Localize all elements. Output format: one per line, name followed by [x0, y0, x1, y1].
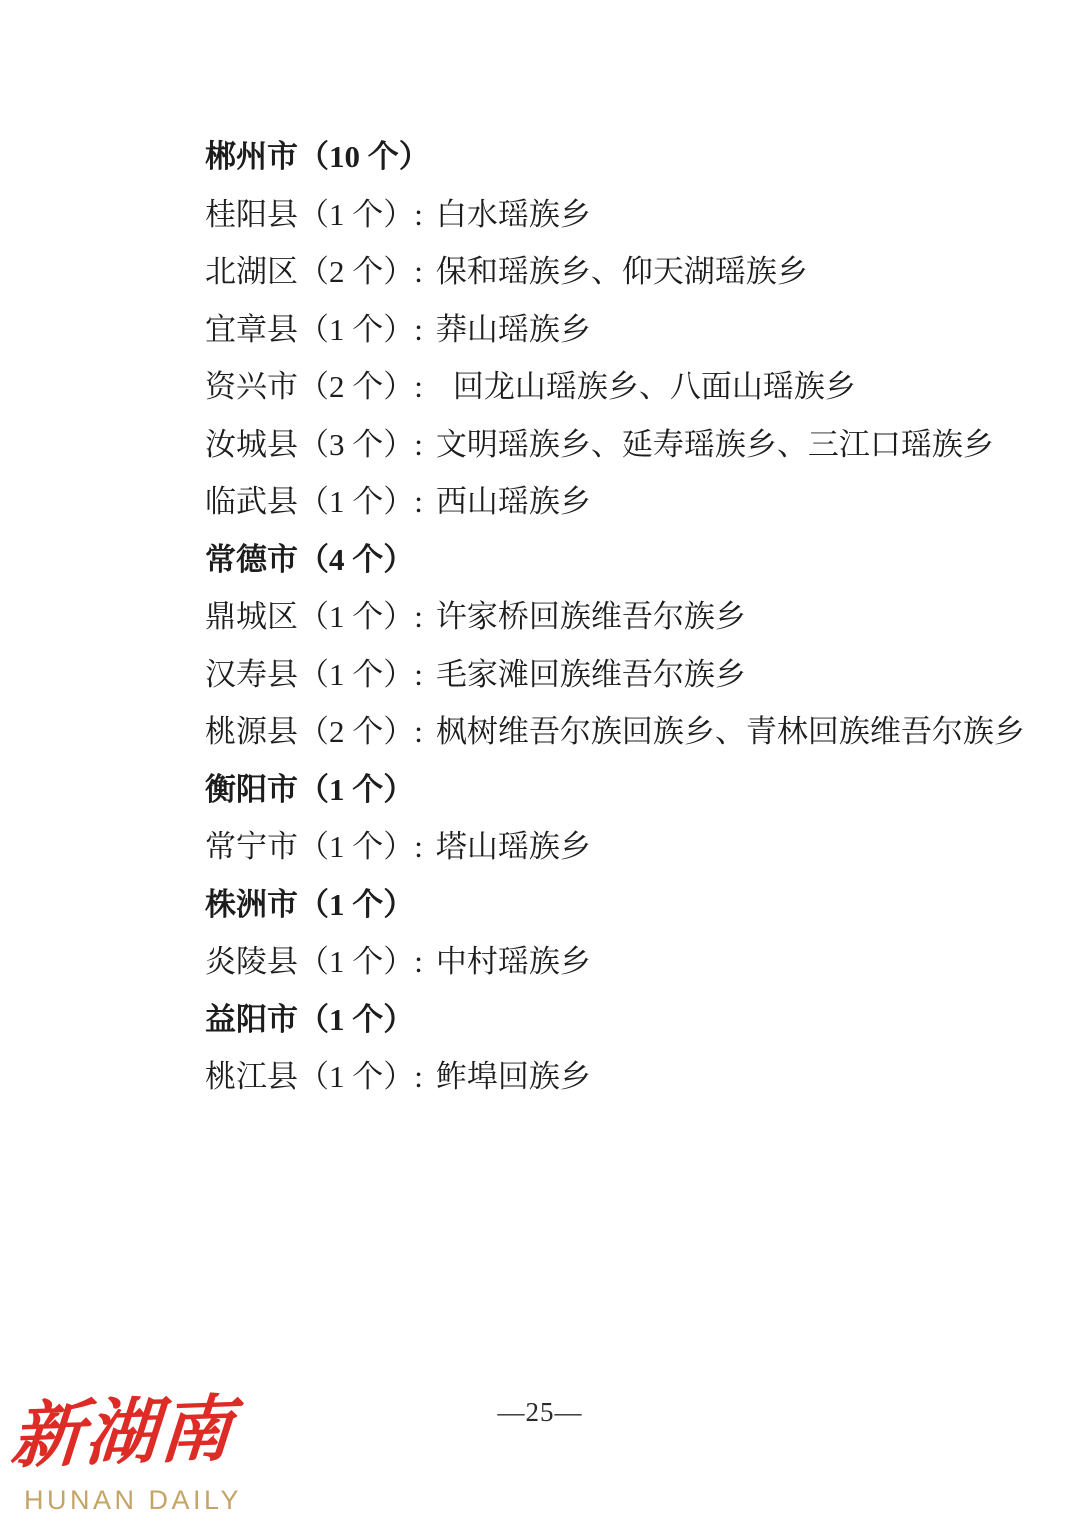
- county-label: 常宁市（1 个）:: [205, 829, 423, 864]
- hunan-daily-logo: [8, 1385, 328, 1516]
- township-list: 鲊埠回族乡: [435, 1059, 591, 1094]
- township-list: 枫树维吾尔族回族乡、青林回族维吾尔族乡: [435, 714, 1025, 749]
- county-entry: [205, 818, 1020, 876]
- township-list: 白水瑶族乡: [435, 196, 591, 232]
- township-list: 塔山瑶族乡: [435, 829, 591, 864]
- township-list: 毛家滩回族维吾尔族乡: [435, 656, 746, 692]
- county-label: 资兴市（2 个）:: [205, 369, 423, 404]
- township-list: 回龙山瑶族乡、八面山瑶族乡: [452, 369, 856, 404]
- township-list: 文明瑶族乡、延寿瑶族乡、三江口瑶族乡: [435, 426, 994, 462]
- city-heading: 常德市（4 个）: [205, 541, 415, 577]
- county-label: 桃江县（1 个）:: [205, 1059, 423, 1094]
- county-label: 桂阳县（1 个）:: [205, 196, 423, 232]
- hunan-daily-logo-english: HUNAN DAILY: [24, 1485, 243, 1515]
- county-label: 桃源县（2 个）:: [205, 714, 423, 749]
- township-list: 保和瑶族乡、仰天湖瑶族乡: [435, 254, 808, 289]
- county-label: 炎陵县（1 个）:: [205, 944, 423, 979]
- county-entry: [205, 646, 1020, 704]
- county-label: 宜章县（1 个）:: [205, 311, 423, 347]
- county-entry: [205, 473, 1020, 531]
- township-list: 莽山瑶族乡: [435, 311, 591, 347]
- county-label: 鼎城区（1 个）:: [205, 599, 423, 634]
- county-label: 汝城县（3 个）:: [205, 426, 423, 462]
- county-entry: [205, 703, 1025, 761]
- township-list: 中村瑶族乡: [435, 944, 591, 979]
- county-entry: [205, 1048, 1020, 1106]
- township-list: 许家桥回族维吾尔族乡: [435, 599, 746, 634]
- city-heading: 株洲市（1 个）: [205, 886, 415, 922]
- document-content: [205, 128, 1025, 1106]
- county-entry: [205, 243, 1020, 301]
- page-number: —25—: [497, 1397, 583, 1427]
- county-label: 北湖区（2 个）:: [205, 254, 423, 289]
- county-entry: [205, 301, 1020, 359]
- county-entry: [205, 186, 1020, 244]
- county-label: 临武县（1 个）:: [205, 484, 423, 519]
- county-label: 汉寿县（1 个）:: [205, 656, 423, 692]
- county-entry: [205, 588, 1020, 646]
- county-entry: [205, 416, 1020, 474]
- township-list: 西山瑶族乡: [435, 484, 591, 519]
- city-heading: 益阳市（1 个）: [205, 1001, 415, 1037]
- city-heading: 衡阳市（1 个）: [205, 771, 415, 807]
- hunan-daily-logo-chinese: 新湖南: [8, 1385, 237, 1479]
- city-heading: 郴州市（10 个）: [205, 139, 430, 174]
- county-entry: [205, 933, 1020, 991]
- county-entry: [205, 358, 1020, 416]
